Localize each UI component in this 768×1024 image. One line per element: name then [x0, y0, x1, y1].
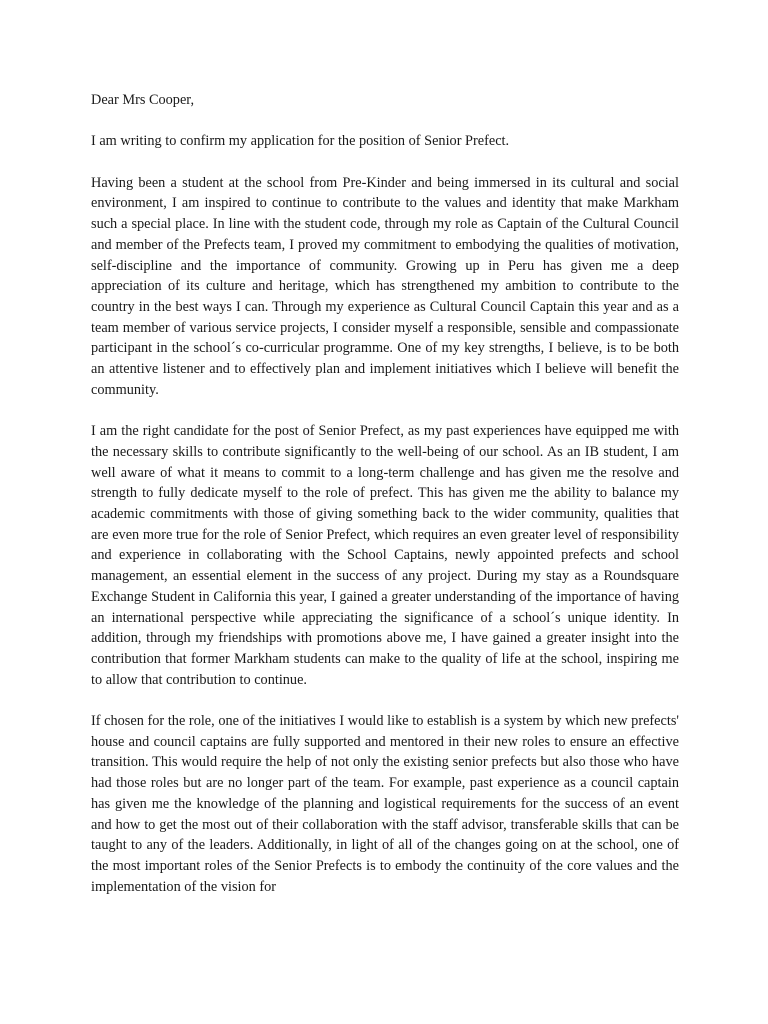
paragraph-background: Having been a student at the school from Pre-Kinder and being immersed in its cultural and social environment, I am inspired to continue to contribute to the values and identity that make Markham such a special place. In line with the student code, through my role as Captain of the Cultural Council and member of the Prefects team, I proved my commitment to embodying the qualities of motivation, self-discipline and the importance of community. Growing up in Peru has given me a deep appreciation of its culture and heritage, which has strengthened my ambition to contribute to the country in the best ways I can. Through my experience as Cultural Council Captain this year and as a team member of various service projects, I consider myself a responsible, sensible and compassionate participant in the school´s co-curricular programme. One of my key strengths, I believe, is to be both an attentive listener and to effectively plan and implement initiatives which I believe will benefit the community. [91, 174, 679, 398]
paragraph-intro: I am writing to confirm my application for the position of Senior Prefect. [91, 133, 510, 150]
letter-body [91, 90, 679, 918]
paragraph-candidacy: I am the right candidate for the post of Senior Prefect, as my past experiences have equipped me with the necessary skills to contribute significantly to the well-being of our school. As an IB student, I am well aware of what it means to commit to a long-term challenge and has given me the resolve and strength to fully dedicate myself to the role of prefect. This has given me the ability to balance my academic commitments with those of giving something back to the wider community, qualities that are even more true for the role of Senior Prefect, which requires an even greater level of responsibility and experience in collaborating with the School Captains, newly appointed prefects and school management, an essential element in the success of any project. During my stay as a Roundsquare Exchange Student in California this year, I gained a greater understanding of the importance of having an international perspective while appreciating the significance of a school´s unique identity. In addition, through my friendships with promotions above me, I have gained a greater insight into the contribution that former Markham students can make to the quality of life at the school, inspiring me to allow that contribution to continue. [91, 423, 679, 688]
paragraph-initiatives: If chosen for the role, one of the initiatives I would like to establish is a system by which new prefects' house and council captains are fully supported and mentored in their new roles to ensure an effective transition. This would require the help of not only the existing senior prefects but also those who have had those roles but are no longer part of the team. For example, past experience as a council captain has given me the knowledge of the planning and logistical requirements for the success of an event and how to get the most out of their collaboration with the staff advisor, transferable skills that can be taught to any of the leaders. Additionally, in light of all of the changes going on at the school, one of the most important roles of the Senior Prefects is to embody the continuity of the core values and the implementation of the vision for [91, 713, 679, 895]
salutation: Dear Mrs Cooper, [91, 92, 195, 108]
